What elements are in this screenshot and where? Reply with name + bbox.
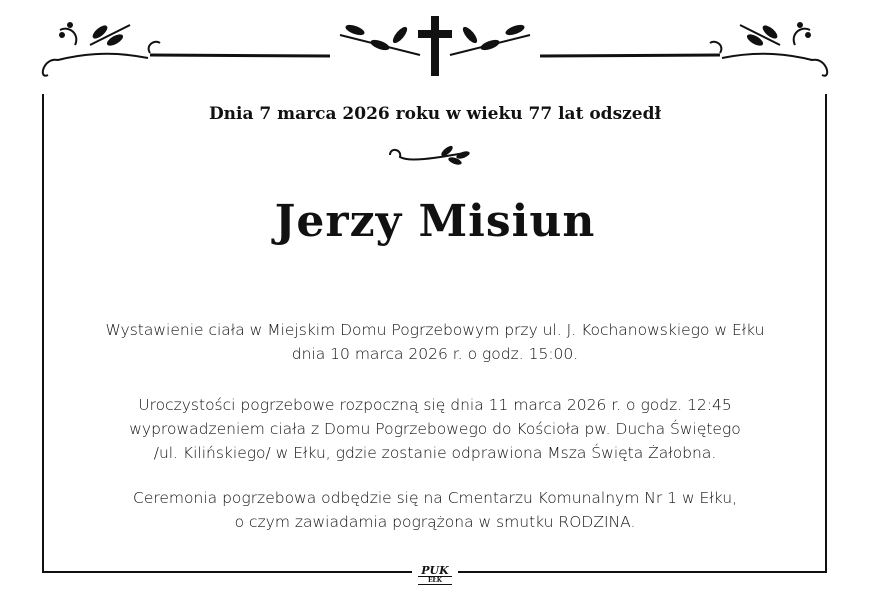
burial-paragraph	[0, 486, 870, 534]
puk-logo	[418, 565, 452, 585]
text-line: wyprowadzeniem ciała z Domu Pogrzebowego do Kościoła pw. Ducha Świętego	[129, 420, 741, 438]
death-announcement: Dnia 7 marca 2026 roku w wieku 77 lat odszedł	[208, 104, 662, 124]
top-ornament-icon	[0, 0, 870, 95]
ceremony-paragraph	[0, 393, 870, 465]
text-line: Wystawienie ciała w Miejskim Domu Pogrzebowym przy ul. J. Kochanowskiego w Ełku	[105, 321, 765, 339]
viewing-paragraph	[0, 318, 870, 366]
text-line: Ceremonia pogrzebowa odbędzie się na Cmentarzu Komunalnym Nr 1 w Ełku,	[133, 489, 737, 507]
logo-main: PUK	[421, 564, 449, 577]
text-line: /ul. Kilińskiego/ w Ełku, gdzie zostanie odprawiona Msza Święta Żałobna.	[153, 444, 717, 462]
frame-bottom-right	[458, 571, 827, 573]
text-line: Uroczystości pogrzebowe rozpoczną się dnia 11 marca 2026 r. o godz. 12:45	[138, 396, 732, 414]
logo-sub: EŁK	[418, 576, 452, 585]
leaf-divider-icon	[385, 143, 485, 173]
frame-bottom-left	[42, 571, 412, 573]
text-line: o czym zawiadamia pogrążona w smutku RODZINA.	[234, 513, 636, 531]
text-line: dnia 10 marca 2026 r. o godz. 15:00.	[291, 345, 579, 363]
deceased-name: Jerzy Misiun	[274, 196, 596, 247]
